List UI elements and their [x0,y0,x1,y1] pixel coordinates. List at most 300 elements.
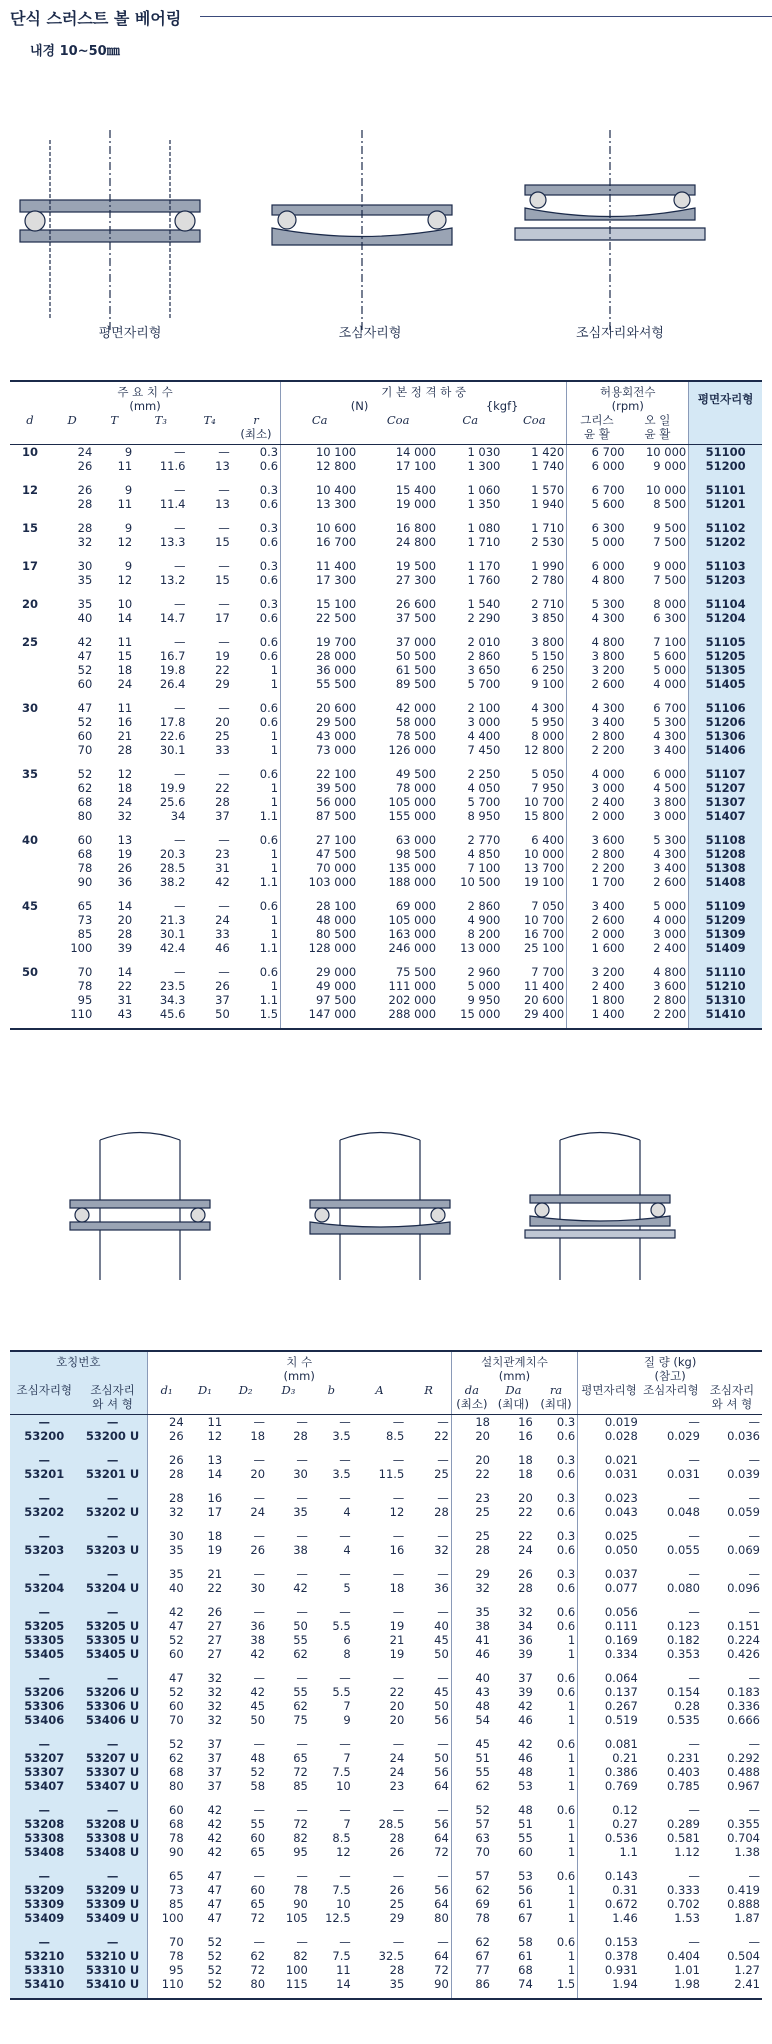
table-cell: 28 100 [315,899,357,913]
table-cell: 0.386 [604,1765,638,1779]
table-cell: 30 [77,559,93,573]
table-cell: 10 [21,445,38,459]
col-mass-washer: 조심자리 [709,1383,755,1397]
table-cell: — [296,1567,308,1581]
table-cell: 1 [232,663,281,677]
table-cell: 22.6 [159,729,186,743]
table-cell: 53205 U [79,1619,148,1633]
table-cell: 0.019 [604,1415,638,1429]
table-cell: 20 [518,1491,533,1505]
table-cell: 8 000 [502,729,566,743]
table-cell: — [296,1491,308,1505]
table-cell: 24 [215,913,230,927]
table-cell: 51408 [689,875,762,896]
table-cell: 42 [77,635,93,649]
table-cell: 5 600 [627,649,689,663]
table-row [10,927,762,941]
table-cell: 38 [293,1543,308,1557]
table-cell: 12 [117,767,133,781]
table-cell: — [339,1803,351,1817]
table-cell: 30.1 [159,743,186,757]
table-cell: 80 500 [315,927,357,941]
table-cell [10,729,50,743]
table-cell: 3 800 [591,649,625,663]
table-cell: 60 [250,1831,266,1845]
table-cell: — [10,1564,79,1581]
table-cell: 37 000 [395,635,437,649]
table-cell: 20 600 [502,993,566,1007]
table-cell: 6 000 [591,559,625,573]
table-cell: 17 [207,1505,223,1519]
table-cell [10,459,50,480]
col-Da-sub: (최대) [492,1397,535,1415]
table-cell: 1 420 [502,445,566,460]
table-cell: 12 [117,573,133,587]
table-cell: 2 800 [627,993,689,1007]
table-cell: — [688,1935,700,1949]
table-cell: 0.6 [535,1543,578,1564]
table-cell: 56 [406,1713,451,1734]
table-cell: 53203 U [79,1543,148,1564]
table-cell: 0.3 [232,518,281,535]
table-cell: 10 000 [627,445,689,460]
table-cell: 68 [169,1765,184,1779]
table-cell: 0.3 [232,556,281,573]
table-cell: 36 [250,1619,266,1633]
table-cell: — [748,1671,760,1685]
table-cell: 1 710 [502,518,566,535]
table-cell [10,913,50,927]
table-cell: 19 [389,1619,405,1633]
table-cell: 15 400 [395,483,437,497]
table-row [10,459,762,480]
table-cell: 19 000 [395,497,437,511]
col-D3: D₃ [281,1383,296,1397]
table-cell: 1 [535,1883,578,1897]
table-cell: 4 300 [627,729,689,743]
table-cell: 60 [169,1803,184,1817]
table-cell: — [406,1932,451,1949]
group-load-unit-n: (N) [350,399,369,413]
table-cell: 0.488 [727,1765,760,1779]
table-cell: — [339,1567,351,1581]
table-row [10,781,762,795]
table-cell [10,1007,50,1029]
table-cell: 63 000 [395,833,437,847]
table-cell: 32 [77,535,93,549]
table-cell: 53306 [10,1699,79,1713]
table-cell: 13.2 [159,573,186,587]
table-cell: 4 [343,1505,351,1519]
table-cell: 37 [215,809,230,823]
table-cell: 52 [475,1803,490,1817]
table-cell: 1 [232,781,281,795]
table-cell: 14 [117,965,133,979]
table-cell: — [253,1737,266,1751]
table-cell: 0.6 [535,1668,578,1685]
mounting-diagram-flat [60,1100,220,1320]
table-cell: 51107 [689,764,762,781]
table-cell: 0.6 [535,1581,578,1602]
table-cell: 3 200 [591,965,625,979]
table-cell: 0.023 [604,1491,638,1505]
table-cell [10,535,50,556]
table-cell: 40 [21,833,38,847]
table-cell: 51409 [689,941,762,962]
table-cell: 1 [535,1963,578,1977]
table-cell: 65 [77,899,93,913]
table-cell: — [296,1415,308,1429]
table-cell: 0.043 [604,1505,638,1519]
table-cell: 0.267 [604,1699,638,1713]
table-cell: 26 [169,1453,184,1467]
table-row [10,847,762,861]
table-row [10,1845,762,1866]
table-cell [10,861,50,875]
table-cell [10,809,50,830]
table-cell: — [79,1415,148,1430]
table-cell: 18 [207,1529,223,1543]
table-cell: 65 [250,1845,266,1859]
table-cell: 51100 [689,445,762,460]
table-cell: 0.21 [612,1751,638,1765]
table-cell: — [748,1567,760,1581]
table-cell: 51109 [689,896,762,913]
table-cell: 0.3 [535,1450,578,1467]
group-mass-unit: (참고) [654,1369,686,1383]
table-cell: 60 [77,833,93,847]
table-cell: 29 [475,1567,490,1581]
table-cell: 21 [207,1567,223,1581]
table-cell: — [748,1803,760,1817]
table-cell: 14 [117,899,133,913]
table-cell: 95 [293,1845,308,1859]
table-cell: 42 [207,1803,223,1817]
table-cell: 17.8 [159,715,186,729]
table-cell [10,649,50,663]
table-cell: 1 [232,927,281,941]
table-cell: 2 600 [591,913,625,927]
table-cell [10,979,50,993]
table-cell: 1 [535,1949,578,1963]
table-row [10,1734,762,1751]
table-cell: 3 800 [627,795,689,809]
table-cell: 35 [353,1977,407,1999]
table-cell: 39 500 [315,781,357,795]
table-cell: 42 [293,1581,308,1595]
table-row [10,1450,762,1467]
table-cell: 12 [117,535,133,549]
table-row [10,1526,762,1543]
table-cell: 78 [77,979,93,993]
table-cell: 80 [224,1977,267,1999]
table-cell: — [406,1415,451,1430]
table-cell: 64 [406,1949,451,1963]
table-cell: — [218,965,230,979]
table-cell: 0.6 [232,896,281,913]
table-cell: 53204 U [79,1581,148,1602]
table-row [10,1581,762,1602]
table-cell: 10 000 [627,480,689,497]
table-cell: 28 [215,795,230,809]
table-cell: 18 [117,663,133,677]
table-cell: 28 [389,1831,405,1845]
table-cell: 85 [77,927,93,941]
table-cell: 45 [475,1737,490,1751]
table-cell: 53205 [10,1619,79,1633]
table-cell: 32 [117,809,133,823]
table-cell: 53408 [10,1845,79,1866]
table-cell: 1 [535,1817,578,1831]
col-code-washer-sub: 와 셔 형 [79,1397,148,1415]
col-T: T [110,413,119,427]
table-cell: 5 000 [467,979,501,993]
col-D1: D₁ [197,1383,212,1397]
table-cell: 4 050 [467,781,501,795]
table-cell: 62 [293,1699,308,1713]
table-cell: 1 [535,1779,578,1800]
table-cell: 82 [293,1831,308,1845]
table-cell: 53210 U [79,1949,148,1963]
table-cell: 22 [207,1581,223,1595]
table-cell: 1 [232,729,281,743]
table-cell: 0.6 [232,573,281,594]
table-cell: 67 [475,1949,490,1963]
table-cell: 0.785 [666,1779,700,1793]
table-cell: 0.888 [727,1897,760,1911]
table-cell: 47 [77,649,93,663]
table-cell: 7 500 [627,573,689,594]
main-dimension-table [10,380,762,1030]
table-cell: 29 500 [315,715,357,729]
table-cell: — [406,1488,451,1505]
table-row [10,1633,762,1647]
table-cell: 22 [215,781,230,795]
table-cell: 37 [207,1765,223,1779]
table-cell: 51200 [689,459,762,480]
table-cell: 25 100 [502,941,566,962]
table-cell: 1 030 [467,445,501,459]
table-cell: — [406,1526,451,1543]
table-cell: 53201 [10,1467,79,1488]
table-cell: 0.028 [604,1429,638,1443]
table-cell: 0.081 [604,1737,638,1751]
table-cell [10,497,50,518]
table-cell: — [79,1668,148,1685]
table-cell: 1.5 [535,1977,578,1999]
table-cell: 0.28 [674,1699,700,1713]
table-cell: 56 [406,1883,451,1897]
table-cell: 14 [207,1467,223,1481]
table-cell: — [173,559,186,573]
table-row [10,1713,762,1734]
col-ra: ra [535,1383,578,1397]
table-cell: 0.6 [232,632,281,649]
table-cell: 26 [215,979,230,993]
table-cell: 77 [475,1963,490,1977]
table-cell: — [339,1869,351,1883]
table-cell: 72 [293,1817,308,1831]
table-cell: 2 800 [591,847,625,861]
table-cell: 12 [389,1505,405,1519]
col-d: d [26,413,34,427]
table-cell: 4 000 [591,767,625,781]
table-cell: 9 000 [627,459,689,480]
table-cell: 73 [169,1883,184,1897]
table-cell: 52 [250,1765,266,1779]
group-install: 설치관계치수 [451,1351,577,1369]
table-cell: 22 [215,663,230,677]
table-cell: 33 [215,927,230,941]
table-cell: 1 [232,861,281,875]
table-cell: 103 000 [308,875,357,889]
table-cell: 53209 U [79,1883,148,1897]
table-cell: 32 [207,1685,223,1699]
table-cell: 0.096 [727,1581,760,1595]
table-cell: 48 000 [315,913,357,927]
table-cell: — [79,1932,148,1949]
table-cell: 52 [169,1685,184,1699]
table-cell: 0.419 [727,1883,760,1897]
caption-aligning-washer: 조심자리와셔형 [576,326,664,341]
table-cell: 60 [77,729,93,743]
table-cell: 0.077 [604,1581,638,1595]
table-cell: 26 [389,1883,405,1897]
table-row [10,1488,762,1505]
table-cell: 24 [77,445,93,459]
col-r-sub: (최소) [232,427,281,445]
table-cell: 35 [475,1605,490,1619]
table-cell: 51110 [689,962,762,979]
table-cell: 51209 [689,913,762,927]
table-cell: 53201 U [79,1467,148,1488]
table-cell: 53208 U [79,1817,148,1831]
table-cell: — [406,1450,451,1467]
table-cell: 1 [232,743,281,764]
table-cell: 26 [117,861,133,875]
table-cell: 51205 [689,649,762,663]
table-cell: 32 [207,1671,223,1685]
table-cell: 53408 U [79,1845,148,1866]
table-cell: 46 [215,941,230,955]
table-cell: 4 800 [591,635,625,649]
table-cell: 51305 [689,663,762,677]
table-cell: 57 [475,1817,490,1831]
table-cell: 0.535 [666,1713,700,1727]
group-main-unit: (mm) [10,399,281,413]
table-row [10,809,762,830]
table-cell: 65 [169,1869,184,1883]
table-cell: 0.6 [535,1866,578,1883]
table-cell: 65 [250,1897,266,1911]
table-cell: 95 [169,1963,184,1977]
table-cell: 26 [207,1605,223,1619]
table-cell: — [392,1803,405,1817]
table-cell: 20 [117,913,133,927]
col-grease-sub: 윤 활 [567,427,627,445]
table-cell: 45 [406,1633,451,1647]
col-coa-kgf: Coa [502,413,566,427]
table-cell: 32 [207,1699,223,1713]
table-cell: 7 100 [467,861,501,875]
table-cell: 27 300 [395,573,437,587]
table-cell: 1 [535,1831,578,1845]
table-cell: 98 500 [395,847,437,861]
table-cell: 28.5 [378,1817,405,1831]
table-cell: 50 500 [395,649,437,663]
table-row [10,1543,762,1564]
table-cell: 2 960 [467,965,501,979]
table-cell: 55 500 [315,677,357,691]
table-cell: 30.1 [159,927,186,941]
table-cell: 78 000 [395,781,437,795]
table-cell: — [392,1453,405,1467]
table-cell: 126 000 [388,743,437,757]
table-row [10,743,762,764]
table-cell: 42 [207,1817,223,1831]
table-cell: 16 [207,1491,223,1505]
table-cell: 8 950 [467,809,501,823]
table-cell: 70 [169,1713,184,1727]
table-cell: 51103 [689,556,762,573]
table-cell: 53202 [10,1505,79,1526]
table-cell: 0.704 [727,1831,760,1845]
table-cell: 58 [250,1779,266,1793]
table-cell: 18 [389,1581,405,1595]
table-cell: 2 600 [591,677,625,691]
table-cell: 5.5 [332,1685,351,1699]
table-cell: 54 [475,1713,490,1727]
table-cell: 45 [250,1699,266,1713]
table-cell: 5 700 [467,677,501,691]
table-cell: 53206 [10,1685,79,1699]
table-cell: 62 [169,1751,184,1765]
table-cell [10,611,50,632]
table-cell: 4 500 [627,781,689,795]
table-cell: 35 [77,597,93,611]
table-cell: 4 300 [591,611,625,625]
table-cell: 11 [117,701,133,715]
table-cell: 52 [207,1949,223,1963]
table-cell: 55 [293,1685,308,1699]
table-cell: 60 [169,1647,184,1661]
table-cell: 22 [475,1467,490,1481]
col-flat-type: 평면자리형 [689,381,762,413]
table-cell: 37 [215,993,230,1007]
table-cell: 0.6 [232,715,281,729]
table-cell: — [339,1529,351,1543]
table-cell: 5 000 [627,896,689,913]
table-cell: 62 [475,1883,490,1897]
table-cell: 53405 [10,1647,79,1668]
table-cell: 7 100 [627,632,689,649]
table-row [10,556,762,573]
table-cell: 8.5 [385,1429,405,1443]
table-cell: 50 [187,1007,231,1029]
table-cell: 19.9 [159,781,186,795]
table-cell: — [296,1869,308,1883]
table-cell: 2 860 [467,649,501,663]
table-row [10,1765,762,1779]
table-cell: 51207 [689,781,762,795]
table-cell: 5 600 [591,497,625,511]
table-cell: 0.6 [232,497,281,518]
table-cell: — [218,559,230,573]
table-cell: 38.2 [159,875,186,889]
table-cell: — [688,1415,700,1429]
table-cell: 7 700 [502,962,566,979]
table-cell: 36 [117,875,133,889]
